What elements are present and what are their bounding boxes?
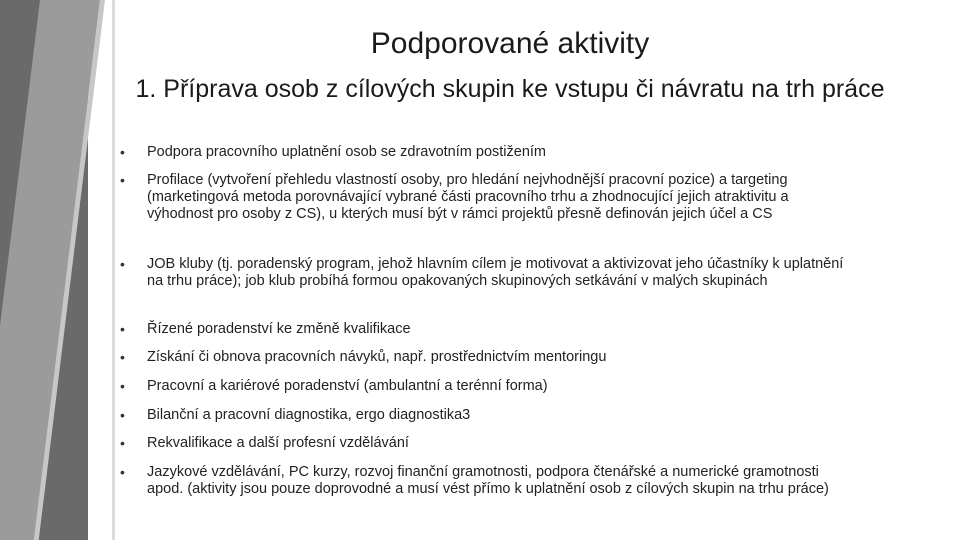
bullet-icon: • <box>120 349 125 365</box>
list-item <box>120 349 850 366</box>
bullet-icon: • <box>120 378 125 394</box>
list-item-text: Rekvalifikace a další profesní vzdělávání <box>147 435 409 451</box>
list-item <box>120 172 850 223</box>
list-item-text: Bilanční a pracovní diagnostika, ergo diagnostika3 <box>147 407 471 423</box>
list-item <box>120 464 850 498</box>
list-item <box>120 144 850 161</box>
list-item <box>120 378 850 395</box>
bullet-icon: • <box>120 321 125 337</box>
list-item <box>120 407 850 424</box>
bullet-icon: • <box>120 407 125 423</box>
bullet-icon: • <box>120 256 125 272</box>
decorative-bar-thin <box>112 0 115 540</box>
bullet-icon: • <box>120 144 125 160</box>
list-item <box>120 435 850 452</box>
list-item-text: Podpora pracovního uplatnění osob se zdravotním postižením <box>147 144 546 160</box>
list-item-text: JOB kluby (tj. poradenský program, jehož hlavním cílem je motivovat a aktivizovat jeho účastníky k uplatnění na trhu práce); job klub probíhá formou opakovaných skupinových setkávání v malých skupinách <box>147 256 844 289</box>
bullet-icon: • <box>120 172 125 188</box>
list-item-text: Pracovní a kariérové poradenství (ambulantní a terénní forma) <box>147 378 548 394</box>
list-item-text: Získání či obnova pracovních návyků, např. prostřednictvím mentoringu <box>147 349 607 365</box>
slide-title: Podporované aktivity <box>370 27 650 60</box>
list-item <box>120 256 850 290</box>
bullet-icon: • <box>120 435 125 451</box>
slide-subtitle: 1. Příprava osob z cílových skupin ke vstupu či návratu na trh práce <box>135 75 885 103</box>
bullet-icon: • <box>120 464 125 480</box>
list-item <box>120 321 850 338</box>
list-item-text: Jazykové vzdělávání, PC kurzy, rozvoj finanční gramotnosti, podpora čtenářské a numerické gramotnosti apod. (aktivity jsou pouze doprovodné a musí vést přímo k uplatnění osob z cílových skupin na trhu práce) <box>147 464 829 497</box>
list-item-text: Profilace (vytvoření přehledu vlastností osoby, pro hledání nejvhodnější pracovní pozice) a targeting (marketingová metoda porovnávající vybrané části pracovního trhu a zhodnocující jejich atraktivitu a výhodnost pro osoby z CS), u kterých musí být v rámci projektů přesně definován jejich účel a CS <box>147 172 789 222</box>
list-item-text: Řízené poradenství ke změně kvalifikace <box>147 321 411 337</box>
